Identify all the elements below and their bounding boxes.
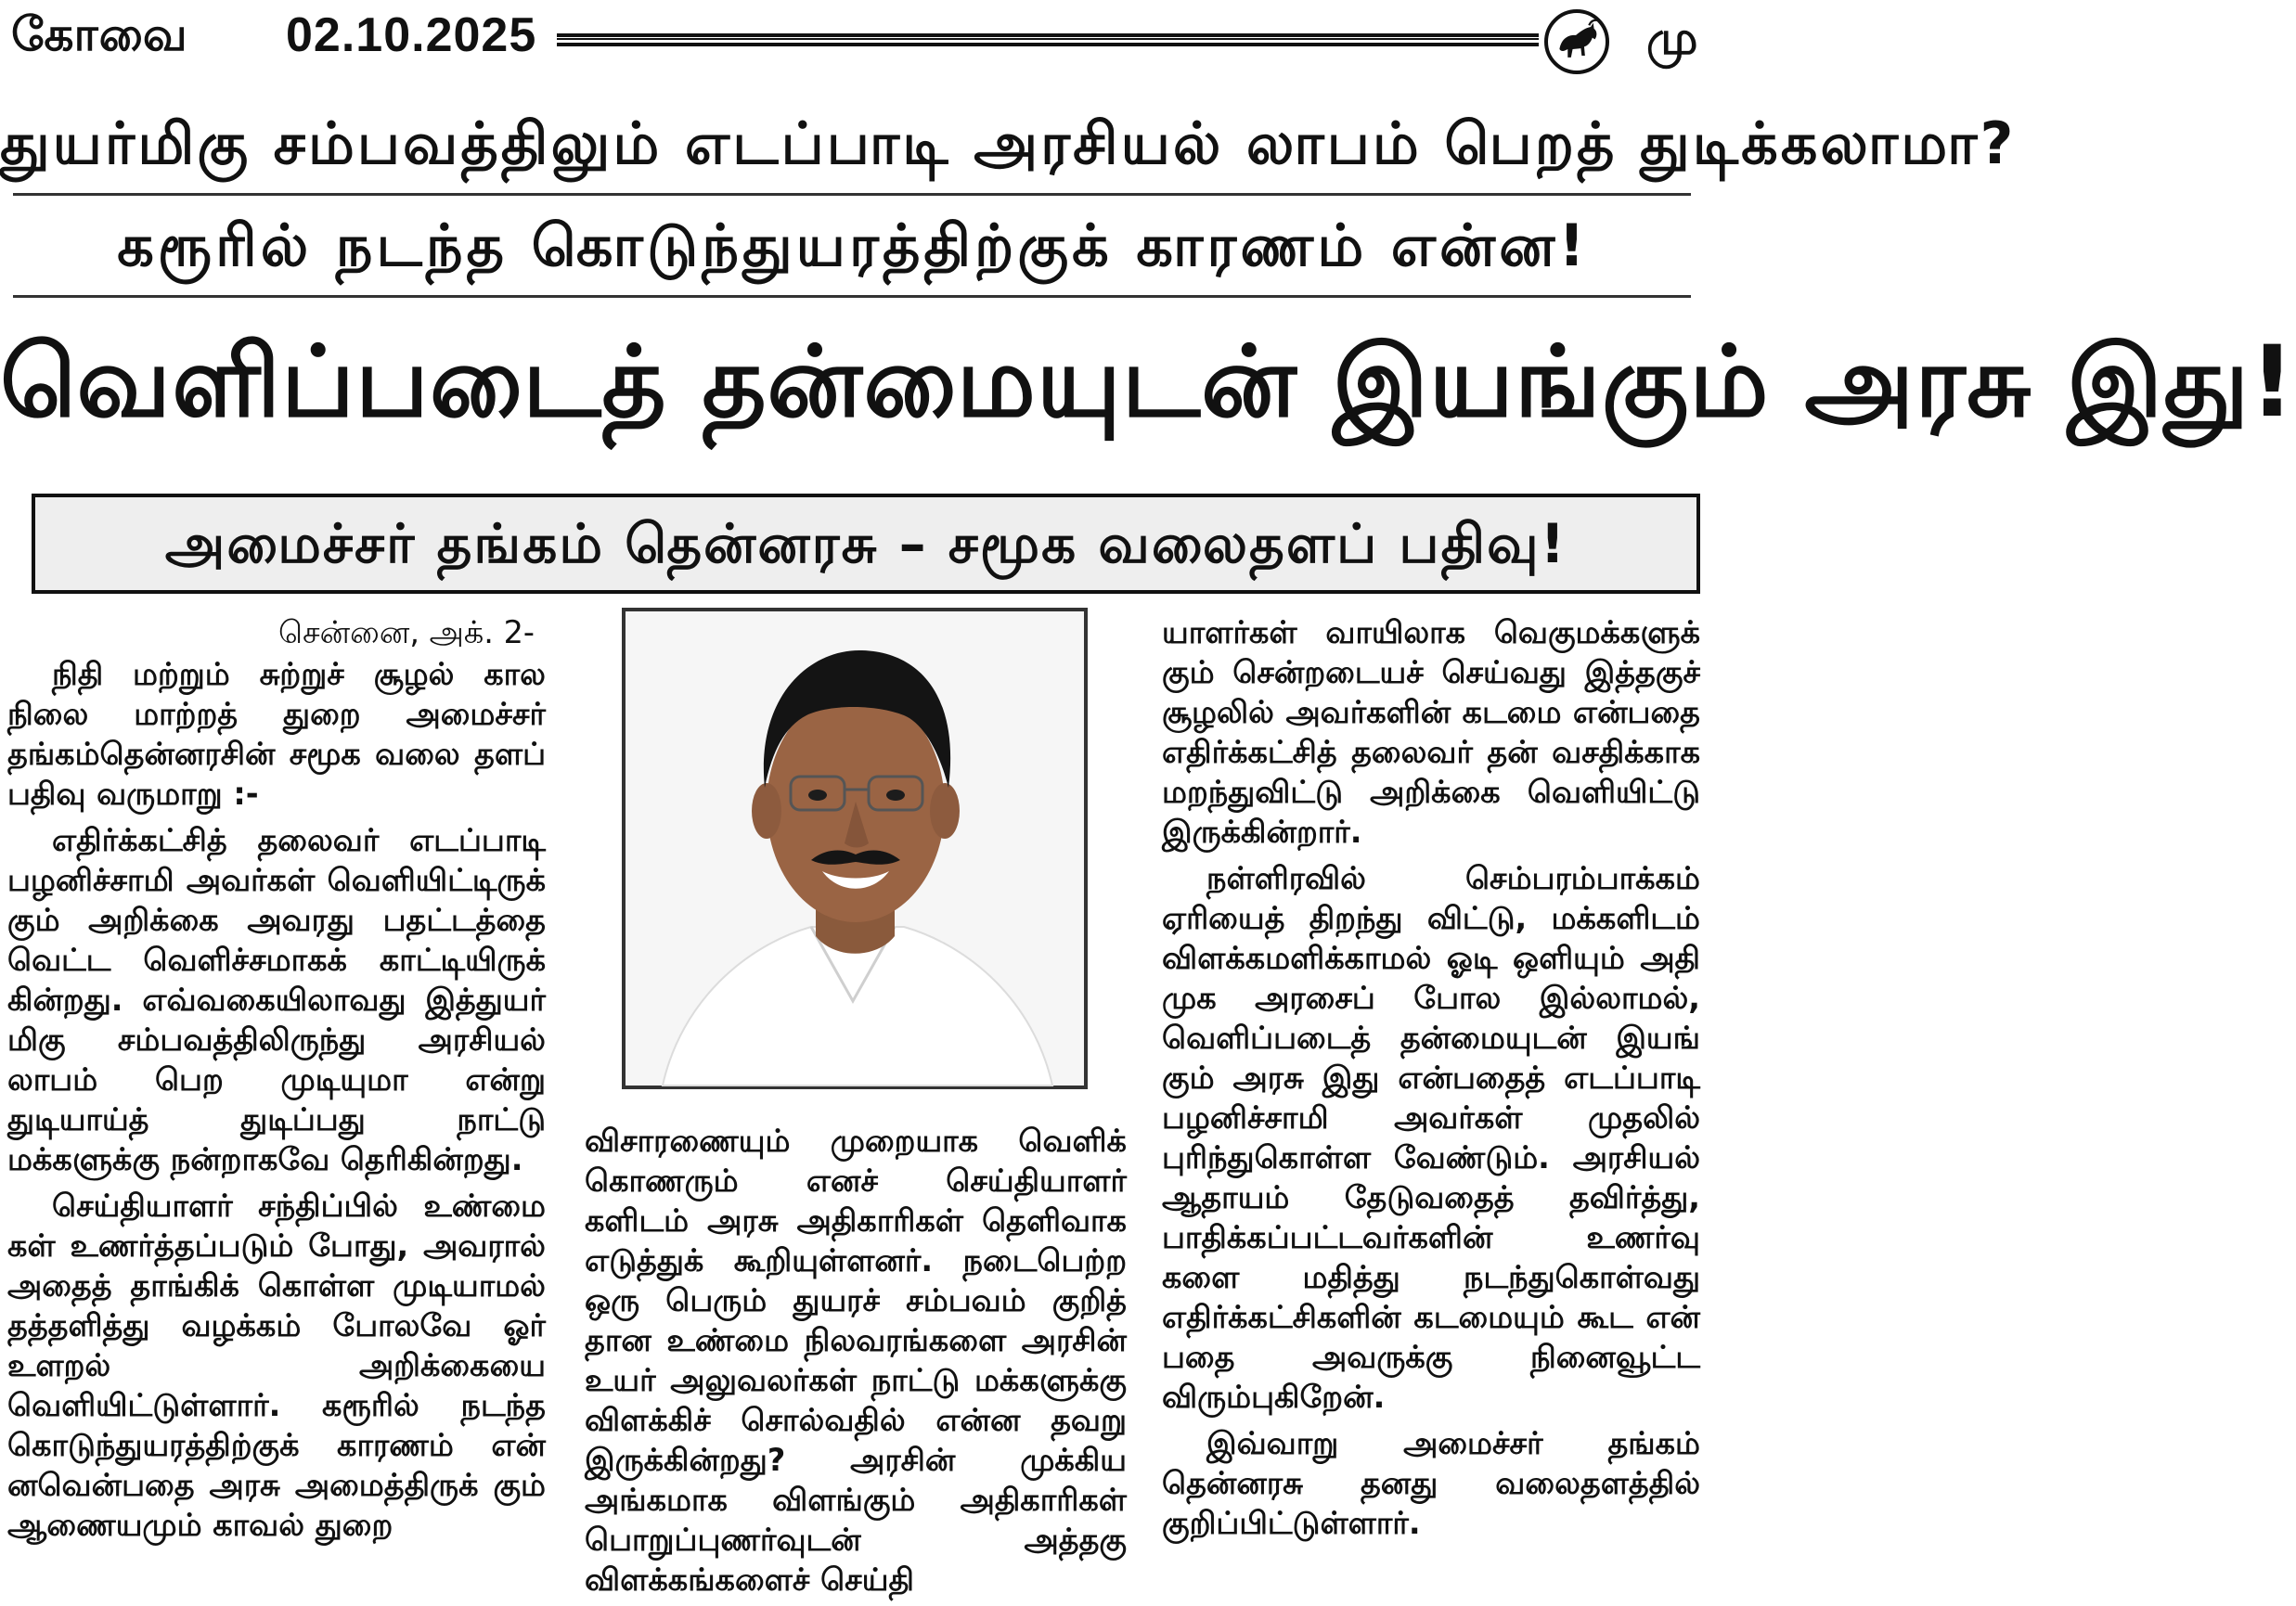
subheadline: அமைச்சர் தங்கம் தென்னரசு – சமூக வலைதளப் பதிவு!: [164, 512, 1567, 575]
paragraph: யாளர்கள் வாயிலாக வெகுமக்களுக் கும் சென்றடையச் செய்வது இத்தகுச் சூழலில் அவர்களின் கடமை என்பதை எதிர்க்கட்சித் தலைவர் தன் வசதிக்காக மறந்துவிட்டு அறிக்கை வெளியிட்டு இருக்கின்றார்.: [1162, 614, 1700, 850]
masthead-date: 02.10.2025: [286, 8, 537, 62]
bull-emblem-icon: [1544, 9, 1609, 74]
masthead: [0, 0, 1706, 84]
masthead-city: கோவை: [11, 7, 188, 61]
headline-line-1: துயர்மிகு சம்பவத்திலும் எடப்பாடி அரசியல் லாபம் பெறத் துடிக்கலாமா?: [0, 109, 2017, 177]
masthead-rule: [557, 33, 1539, 46]
subheadline-box: [32, 494, 1700, 594]
minister-portrait: [622, 608, 1088, 1089]
headline-line-2: கரூரில் நடந்த கொடுந்துயரத்திற்குக் காரணம் என்ன!: [117, 212, 1589, 279]
paragraph: செய்தியாளர் சந்திப்பில் உண்மை கள் உணர்த்தப்படும் போது, அவரால் அதைத் தாங்கிக் கொள்ள முடியாமல் தத்தளித்து வழக்கம் போலவே ஓர் உளறல் அறிக்கையை வெளியிட்டுள்ளார். கரூரில் நடந்த கொடுந்துயரத்திற்குக் காரணம் என் னவென்பதை அரசு அமைத்திருக் கும் ஆணையமும் காவல் துறை: [7, 1188, 546, 1543]
paragraph: எதிர்க்கட்சித் தலைவர் எடப்பாடி பழனிச்சாமி அவர்கள் வெளியிட்டிருக் கும் அறிக்கை அவரது பதட்டத்தை வெட்ட வெளிச்சமாகக் காட்டியிருக் கின்றது. எவ்வகையிலாவது இத்துயர் மிகு சம்பவத்திலிருந்து அரசியல் லாபம் பெற முடியுமா என்று துடியாய்த் துடிப்பது நாட்டு மக்களுக்கு நன்றாகவே தெரிகின்றது.: [7, 822, 546, 1177]
paragraph: இவ்வாறு அமைச்சர் தங்கம் தென்னரசு தனது வலைதளத்தில் குறிப்பிட்டுள்ளார்.: [1162, 1425, 1700, 1541]
paragraph: நிதி மற்றும் சுற்றுச் சூழல் கால நிலை மாற்றத் துறை அமைச்சர் தங்கம்தென்னரசின் சமூக வலை தளப் பதிவு வருமாறு :-: [7, 656, 546, 812]
article-column-2: [585, 1121, 1127, 1606]
article-column-1: [7, 612, 546, 1551]
article-column-3: [1162, 612, 1700, 1549]
paragraph: நள்ளிரவில் செம்பரம்பாக்கம் ஏரியைத் திறந்து விட்டு, மக்களிடம் விளக்கமளிக்காமல் ஓடி ஒளியும் அதி முக அரசைப் போல இல்லாமல், வெளிப்படைத் தன்மையுடன் இயங் கும் அரசு இது என்பதைத் எடப்பாடி பழனிச்சாமி அவர்கள் முதலில் புரிந்துகொள்ள வேண்டும். அரசியல் ஆதாயம் தேடுவதைத் தவிர்த்து, பாதிக்கப்பட்டவர்களின் உணர்வு களை மதித்து நடந்துகொள்வது எதிர்க்கட்சிகளின் கடமையும் கூட என் பதை அவருக்கு நினைவூட்ட விரும்புகிறேன்.: [1162, 860, 1700, 1415]
main-headline: வெளிப்படைத் தன்மையுடன் இயங்கும் அரசு இது!: [0, 325, 2296, 439]
divider: [13, 193, 1691, 196]
divider: [13, 295, 1691, 298]
masthead-tail: மு: [1646, 11, 1698, 65]
dateline: சென்னை, அக். 2-: [278, 614, 535, 650]
paragraph: விசாரணையும் முறையாக வெளிக் கொணரும் எனச் செய்தியாளர் களிடம் அரசு அதிகாரிகள் தெளிவாக எடுத்துக் கூறியுள்ளனர். நடைபெற்ற ஒரு பெரும் துயரச் சம்பவம் குறித் தான உண்மை நிலவரங்களை அரசின் உயர் அலுவலர்கள் நாட்டு மக்களுக்கு விளக்கிச் சொல்வதில் என்ன தவறு இருக்கின்றது? அரசின் முக்கிய அங்கமாக விளங்கும் அதிகாரிகள் பொறுப்புணர்வுடன் அத்தகு விளக்கங்களைச் செய்தி: [585, 1123, 1127, 1598]
